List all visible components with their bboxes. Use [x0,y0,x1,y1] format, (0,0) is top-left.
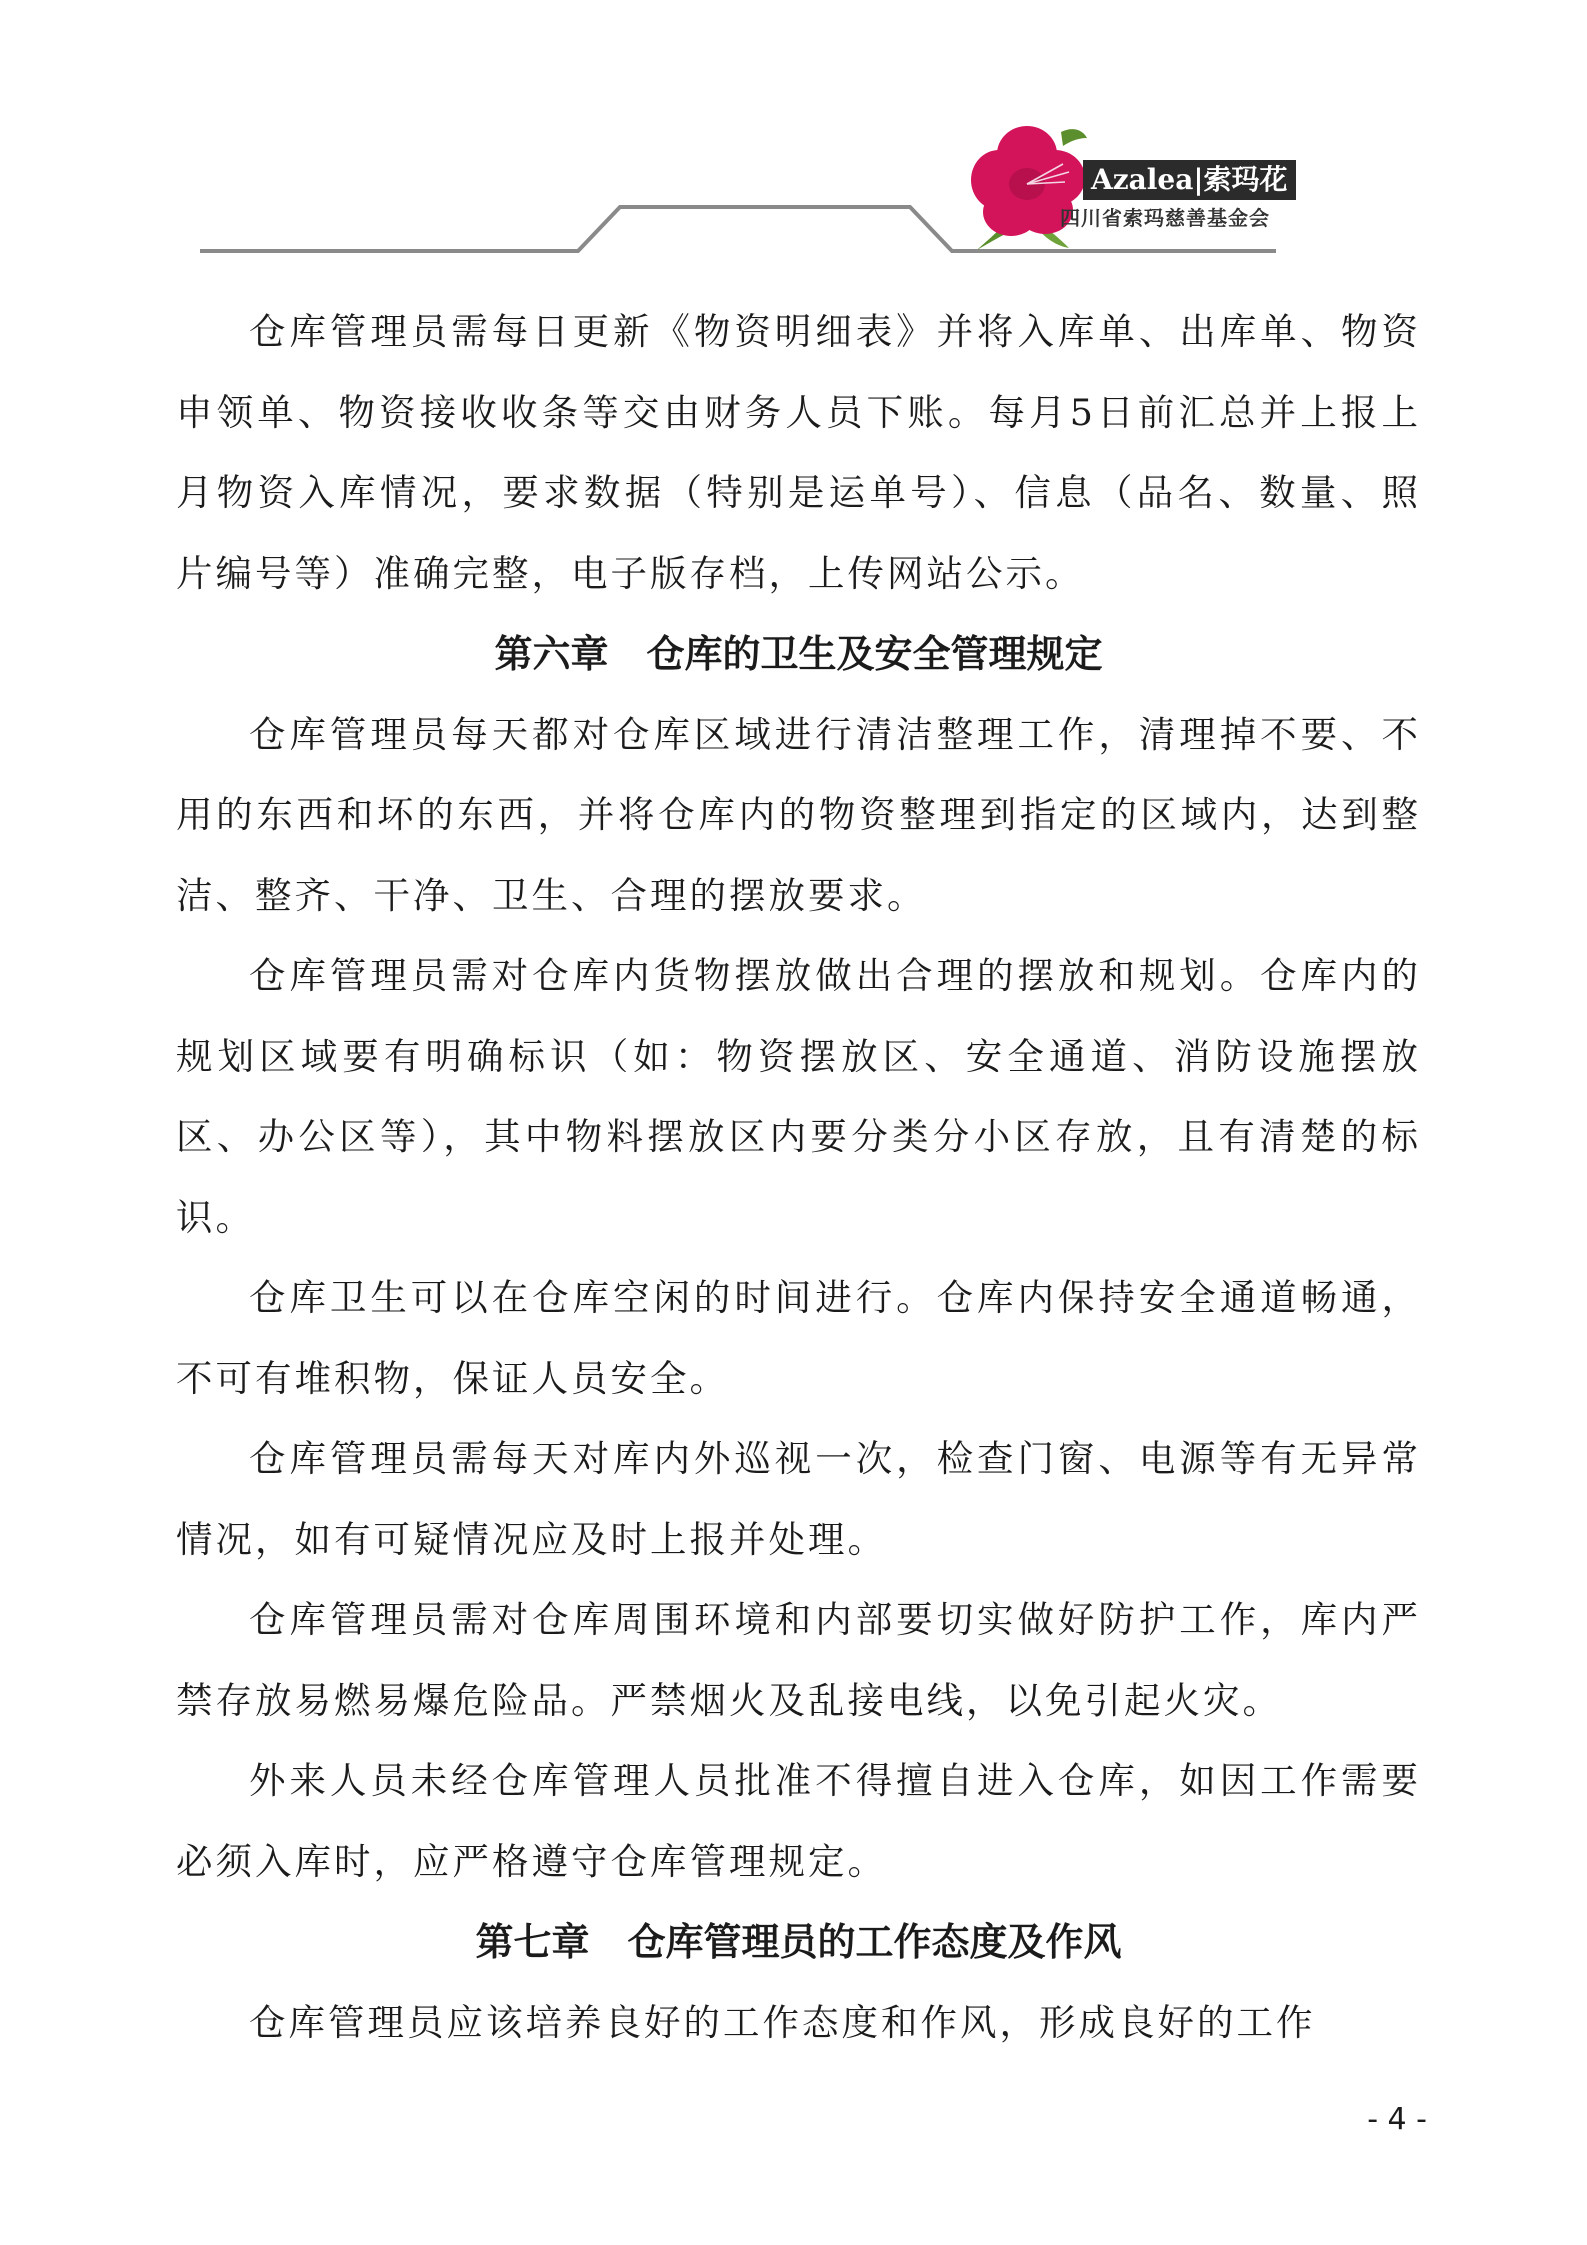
paragraph: 仓库卫生可以在仓库空闲的时间进行。仓库内保持安全通道畅通，不可有堆积物，保证人员安全。 [176,1276,1421,1400]
logo-subtitle: 四川省索玛慈善基金会 [1060,206,1270,230]
paragraph: 仓库管理员应该培养良好的工作态度和作风，形成良好的工作 [249,2000,1316,2044]
chapter-heading: 第七章 仓库管理员的工作态度及作风 [475,1920,1122,1964]
logo-title: Azalea|索玛花 [1083,160,1296,200]
chapter-heading: 第六章 仓库的卫生及安全管理规定 [494,632,1103,676]
azalea-flower-icon [965,112,1095,252]
paragraph: 仓库管理员需每天对库内外巡视一次，检查门窗、电源等有无异常情况，如有可疑情况应及时上报并处理。 [176,1437,1421,1561]
header-decorative-line [0,0,1587,260]
document-body [176,292,1421,2063]
paragraph: 仓库管理员需对仓库周围环境和内部要切实做好防护工作，库内严禁存放易燃易爆危险品。严禁烟火及乱接电线，以免引起火灾。 [176,1598,1421,1722]
page-number: - 4 - [1367,2102,1427,2137]
paragraph: 仓库管理员需每日更新《物资明细表》并将入库单、出库单、物资申领单、物资接收收条等交由财务人员下账。每月5日前汇总并上报上月物资入库情况，要求数据（特别是运单号）、信息（品名、数量、照片编号等）准确完整，电子版存档，上传网站公示。 [176,310,1421,595]
paragraph: 外来人员未经仓库管理人员批准不得擅自进入仓库，如因工作需要必须入库时，应严格遵守仓库管理规定。 [176,1759,1421,1883]
paragraph: 仓库管理员需对仓库内货物摆放做出合理的摆放和规划。仓库内的规划区域要有明确标识（如：物资摆放区、安全通道、消防设施摆放区、办公区等），其中物料摆放区内要分类分小区存放，且有清楚的标识。 [176,954,1421,1239]
paragraph: 仓库管理员每天都对仓库区域进行清洁整理工作，清理掉不要、不用的东西和坏的东西，并将仓库内的物资整理到指定的区域内，达到整洁、整齐、干净、卫生、合理的摆放要求。 [176,712,1421,917]
